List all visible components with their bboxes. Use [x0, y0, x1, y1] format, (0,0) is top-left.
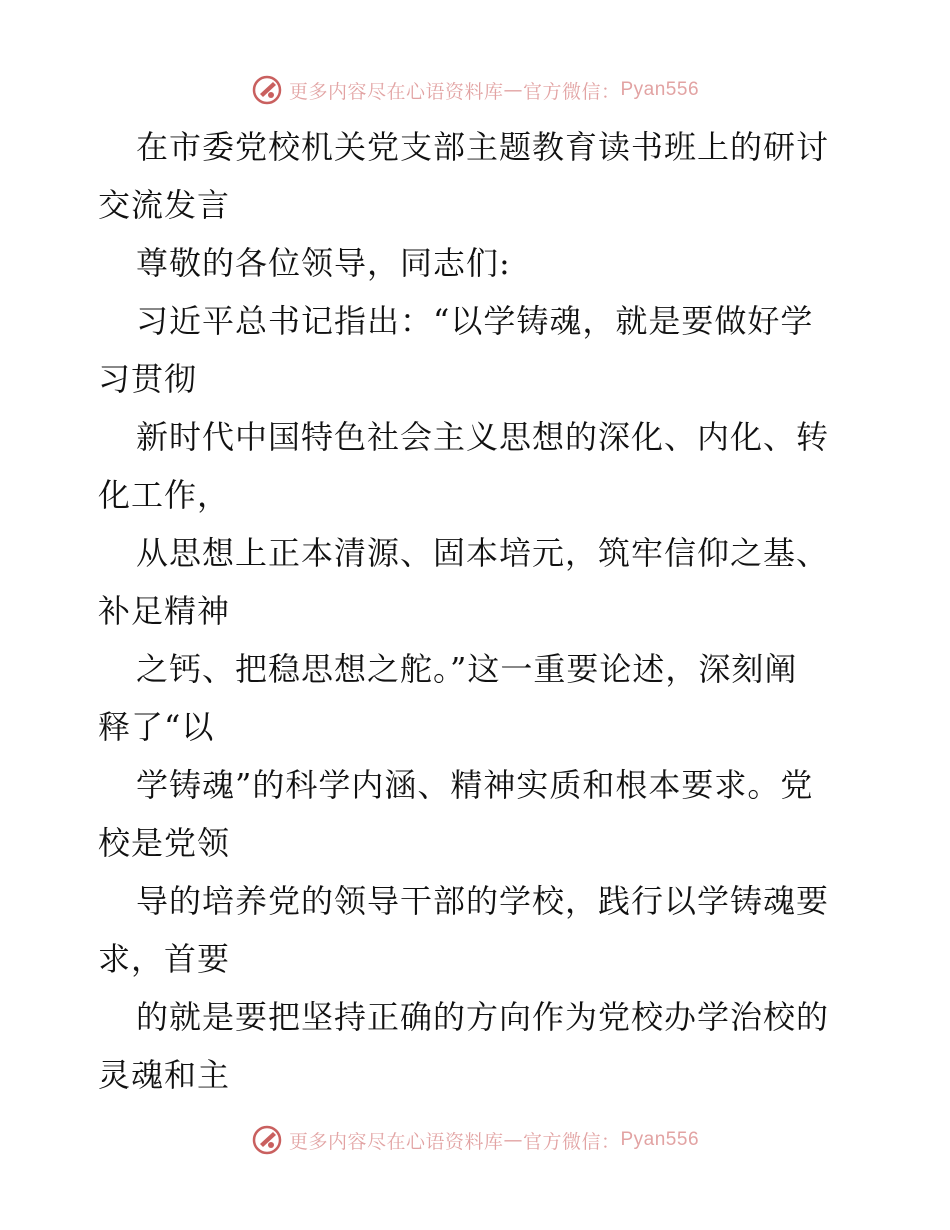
text-line: 化工作， [98, 476, 231, 514]
text-line: 之钙、把稳思想之舵。”这一重要论述，深刻阐 [136, 650, 798, 688]
document-body [98, 118, 858, 1104]
watermark-account: Pyan556 [620, 1129, 700, 1150]
text-line: 学铸魂”的科学内涵、精神实质和根本要求。党 [136, 766, 814, 804]
text-line: 新时代中国特色社会主义思想的深化、内化、转 [136, 418, 830, 456]
text-line: 灵魂和主 [98, 1056, 231, 1094]
text-line: 导的培养党的领导干部的学校，践行以学铸魂要 [136, 882, 830, 920]
text-line: 补足精神 [98, 592, 231, 630]
watermark-brand: 更多内容尽在心语资料库 [288, 1130, 504, 1153]
text-line: 求，首要 [98, 940, 231, 978]
brand-logo-icon [251, 1124, 283, 1156]
watermark-label: 官方微信： [522, 1130, 621, 1153]
text-line: 在市委党校机关党支部主题教育读书班上的研讨 [136, 128, 830, 166]
footer-watermark [0, 1120, 950, 1160]
watermark-account: Pyan556 [620, 79, 700, 100]
text-line: 校是党领 [98, 824, 231, 862]
watermark-brand: 更多内容尽在心语资料库 [288, 80, 504, 103]
header-watermark [0, 70, 950, 110]
text-line: 习近平总书记指出：“以学铸魂，就是要做好学 [136, 302, 814, 340]
brand-logo-icon [251, 74, 283, 106]
text-line: 习贯彻 [98, 360, 198, 398]
watermark-separator: — [503, 79, 523, 101]
text-line: 释了“以 [98, 708, 215, 746]
text-line: 交流发言 [98, 186, 231, 224]
text-line: 从思想上正本清源、固本培元，筑牢信仰之基、 [136, 534, 830, 572]
watermark-separator: — [503, 1129, 523, 1151]
watermark-label: 官方微信： [522, 80, 621, 103]
text-line: 的就是要把坚持正确的方向作为党校办学治校的 [136, 998, 830, 1036]
text-line: 尊敬的各位领导，同志们: [136, 244, 511, 282]
